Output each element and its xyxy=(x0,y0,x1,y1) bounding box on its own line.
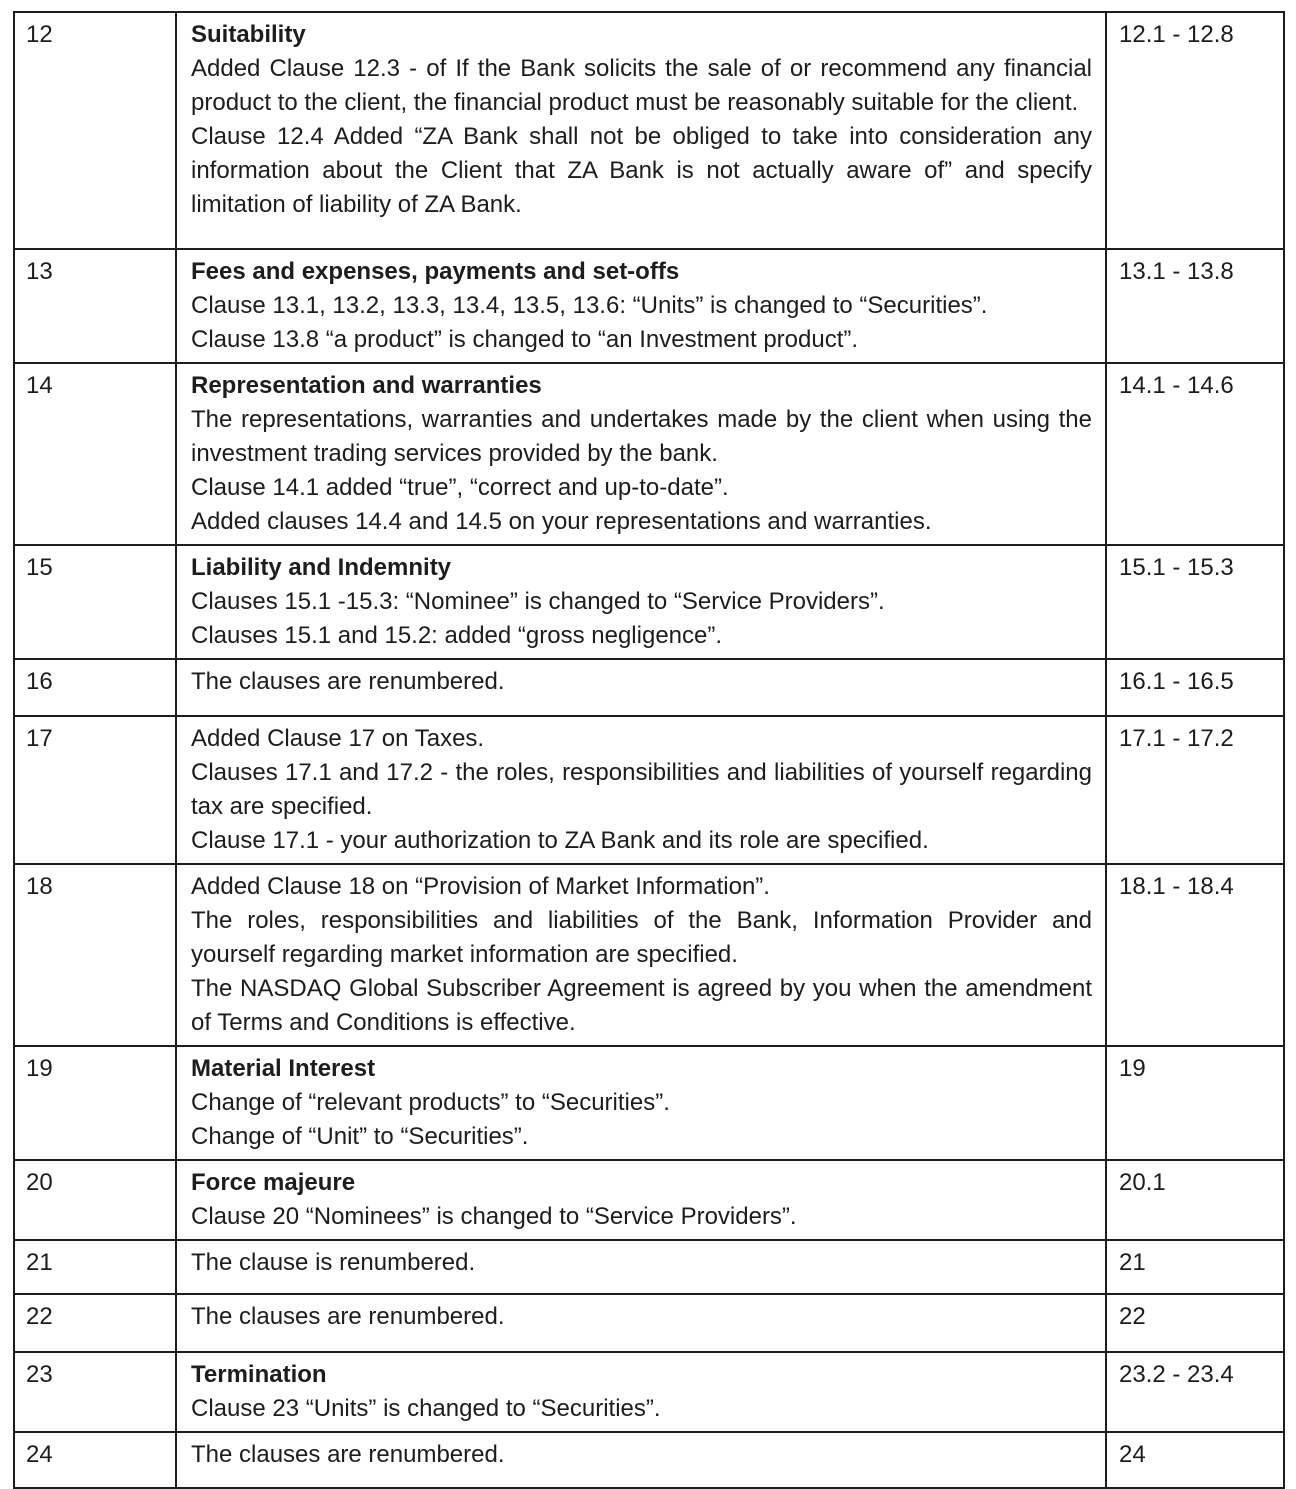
description-cell xyxy=(176,1046,1106,1160)
clause-range-cell: 23.2 - 23.4 xyxy=(1106,1352,1284,1432)
row-number-cell: 23 xyxy=(14,1352,176,1432)
table-row xyxy=(14,1432,1284,1488)
clause-range-cell: 21 xyxy=(1106,1240,1284,1294)
amendments-table-body xyxy=(14,12,1284,1488)
amendments-table xyxy=(13,11,1285,1489)
description-paragraph: Clause 23 “Units” is changed to “Securities”. xyxy=(191,1395,661,1422)
clause-range-cell: 24 xyxy=(1106,1432,1284,1488)
row-number-cell: 16 xyxy=(14,659,176,716)
row-number-cell: 24 xyxy=(14,1432,176,1488)
row-title: Termination xyxy=(191,1361,327,1388)
description-paragraph: Clause 14.1 added “true”, “correct and up-to-date”. xyxy=(191,474,729,501)
description-paragraph: The clauses are renumbered. xyxy=(191,1441,505,1468)
description-cell xyxy=(176,1160,1106,1240)
row-number-cell: 22 xyxy=(14,1294,176,1352)
row-number-cell: 15 xyxy=(14,545,176,659)
row-title: Fees and expenses, payments and set-offs xyxy=(191,258,680,285)
description-paragraph: Clauses 15.1 and 15.2: added “gross negligence”. xyxy=(191,622,723,649)
clause-range-cell: 14.1 - 14.6 xyxy=(1106,363,1284,545)
table-row xyxy=(14,1046,1284,1160)
description-paragraph: The clauses are renumbered. xyxy=(191,1303,505,1330)
description-paragraph: Added Clause 12.3 - of If the Bank solicits the sale of or recommend any financial product to the client, the financial product must be reasonably suitable for the client. xyxy=(191,55,1092,116)
description-cell xyxy=(176,249,1106,363)
clause-range-cell: 18.1 - 18.4 xyxy=(1106,864,1284,1046)
row-number-cell: 19 xyxy=(14,1046,176,1160)
clause-range-cell: 12.1 - 12.8 xyxy=(1106,12,1284,249)
clause-range-cell: 22 xyxy=(1106,1294,1284,1352)
row-number-cell: 13 xyxy=(14,249,176,363)
description-paragraph: Change of “relevant products” to “Securities”. xyxy=(191,1089,670,1116)
table-row xyxy=(14,659,1284,716)
row-number-cell: 20 xyxy=(14,1160,176,1240)
row-number-cell: 21 xyxy=(14,1240,176,1294)
row-number-cell: 12 xyxy=(14,12,176,249)
table-row xyxy=(14,1240,1284,1294)
description-paragraph: Clause 13.1, 13.2, 13.3, 13.4, 13.5, 13.6: “Units” is changed to “Securities”. xyxy=(191,292,988,319)
description-paragraph: The NASDAQ Global Subscriber Agreement is agreed by you when the amendment of Terms and Conditions is effective. xyxy=(191,975,1092,1036)
row-number-cell: 18 xyxy=(14,864,176,1046)
description-paragraph: Change of “Unit” to “Securities”. xyxy=(191,1123,529,1150)
description-paragraph: Clause 13.8 “a product” is changed to “an Investment product”. xyxy=(191,326,859,353)
description-cell xyxy=(176,1240,1106,1294)
table-row xyxy=(14,1294,1284,1352)
description-paragraph: Added clauses 14.4 and 14.5 on your representations and warranties. xyxy=(191,508,932,535)
table-row xyxy=(14,249,1284,363)
description-cell xyxy=(176,1294,1106,1352)
description-paragraph: Added Clause 17 on Taxes. xyxy=(191,725,485,752)
description-paragraph: The roles, responsibilities and liabilities of the Bank, Information Provider and yourself regarding market information are specified. xyxy=(191,907,1092,968)
table-row xyxy=(14,1160,1284,1240)
description-paragraph: Clauses 17.1 and 17.2 - the roles, responsibilities and liabilities of yourself regarding tax are specified. xyxy=(191,759,1092,820)
description-paragraph: The clause is renumbered. xyxy=(191,1249,476,1276)
clause-range-cell: 19 xyxy=(1106,1046,1284,1160)
clause-range-cell: 17.1 - 17.2 xyxy=(1106,716,1284,864)
clause-range-cell: 20.1 xyxy=(1106,1160,1284,1240)
row-title: Representation and warranties xyxy=(191,372,542,399)
row-title: Force majeure xyxy=(191,1169,356,1196)
description-cell xyxy=(176,1432,1106,1488)
description-cell xyxy=(176,1352,1106,1432)
table-row xyxy=(14,864,1284,1046)
description-paragraph: Clauses 15.1 -15.3: “Nominee” is changed to “Service Providers”. xyxy=(191,588,885,615)
description-cell xyxy=(176,12,1106,249)
row-title: Suitability xyxy=(191,21,306,48)
row-number-cell: 14 xyxy=(14,363,176,545)
description-cell xyxy=(176,716,1106,864)
row-title: Material Interest xyxy=(191,1055,376,1082)
table-row xyxy=(14,12,1284,249)
row-number-cell: 17 xyxy=(14,716,176,864)
row-title: Liability and Indemnity xyxy=(191,554,452,581)
description-paragraph: The clauses are renumbered. xyxy=(191,668,505,695)
description-paragraph: Clause 17.1 - your authorization to ZA Bank and its role are specified. xyxy=(191,827,929,854)
description-cell xyxy=(176,545,1106,659)
table-row xyxy=(14,1352,1284,1432)
description-paragraph: The representations, warranties and undertakes made by the client when using the investment trading services provided by the bank. xyxy=(191,406,1092,467)
description-paragraph: Clause 20 “Nominees” is changed to “Service Providers”. xyxy=(191,1203,797,1230)
clause-range-cell: 16.1 - 16.5 xyxy=(1106,659,1284,716)
table-row xyxy=(14,363,1284,545)
description-cell xyxy=(176,659,1106,716)
description-paragraph: Clause 12.4 Added “ZA Bank shall not be obliged to take into consideration any information about the Client that ZA Bank is not actually aware of” and specify limitation of liability of ZA Bank. xyxy=(191,123,1092,218)
table-row xyxy=(14,545,1284,659)
clause-range-cell: 15.1 - 15.3 xyxy=(1106,545,1284,659)
clause-range-cell: 13.1 - 13.8 xyxy=(1106,249,1284,363)
description-cell xyxy=(176,864,1106,1046)
description-cell xyxy=(176,363,1106,545)
description-paragraph: Added Clause 18 on “Provision of Market Information”. xyxy=(191,873,770,900)
table-row xyxy=(14,716,1284,864)
